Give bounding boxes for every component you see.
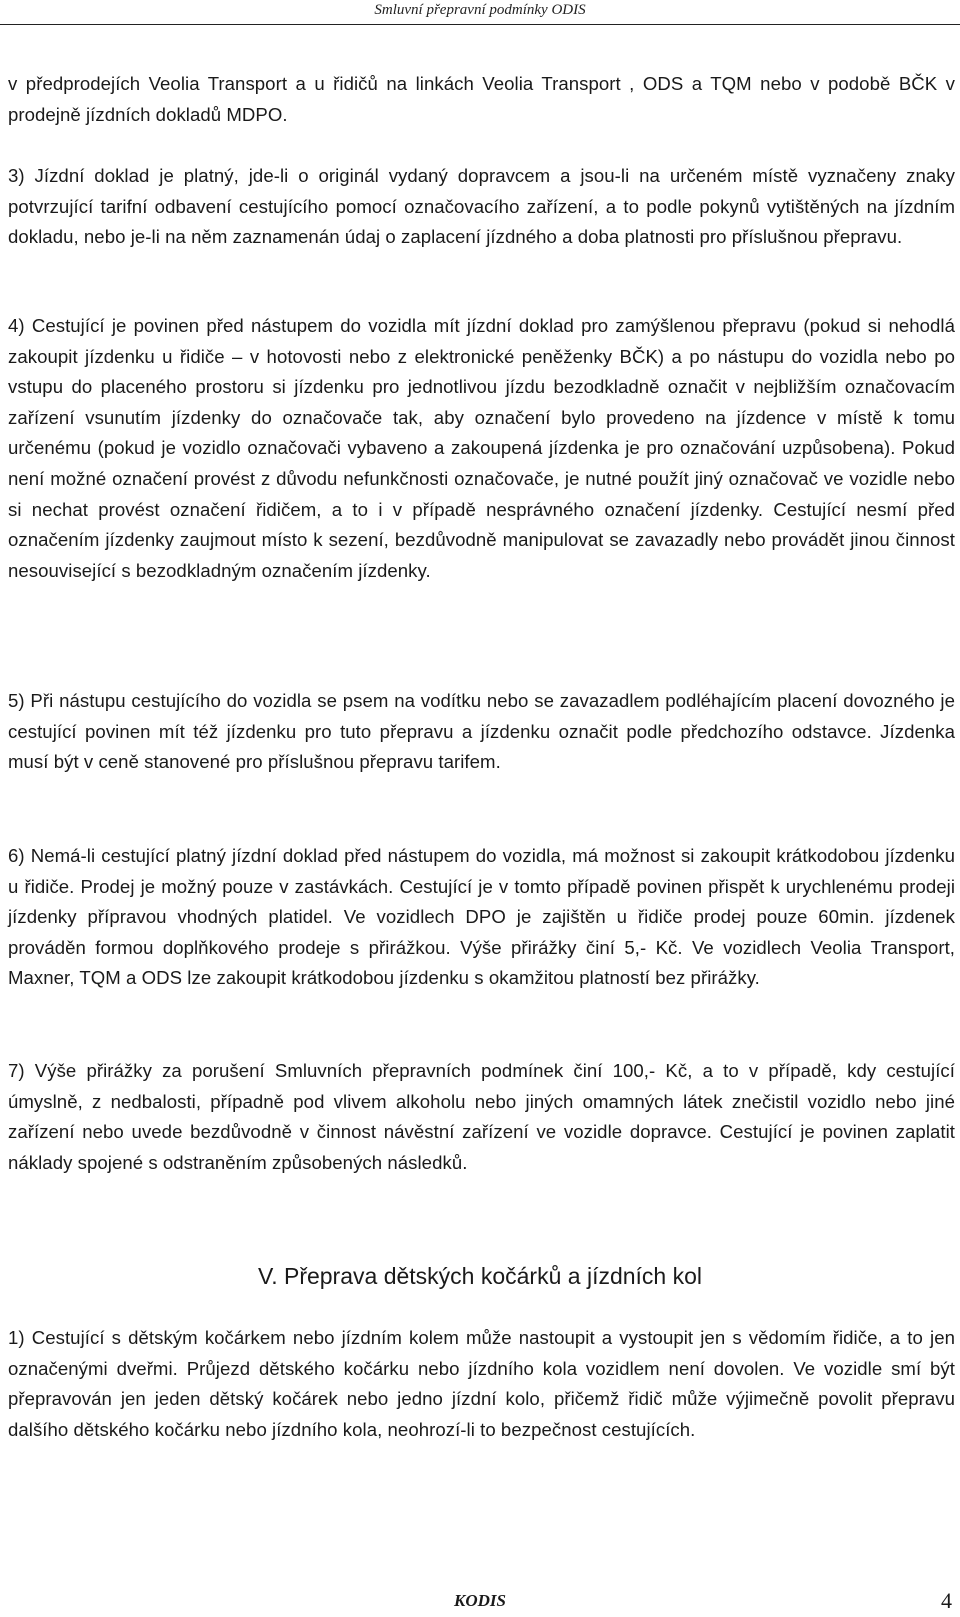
footer-label: KODIS [454, 1591, 506, 1610]
paragraph-4: 4) Cestující je povinen před nástupem do vozidla mít jízdní doklad pro zamýšlenou přepravu (pokud si nehodlá zakoupit jízdenku u řidiče – v hotovosti nebo z elektronické peněženky BČK) a po nástupu do vozidla nebo po vstupu do placeného prostoru si jízdenku pro jednotlivou jízdu bezodkladně označit v nejbližším označovacím zařízení vsunutím jízdenky do označovače tak, aby označení bylo provedeno na jízdence v místě k tomu určenému (pokud je vozidlo označovači vybaveno a zakoupená jízdenka je pro označování uzpůsobena). Pokud není možné označení provést z důvodu nefunkčnosti označovače, je nutné použít jiný označovač ve vozidle nebo si nechat provést označení řidičem, a to i v případě nesprávného označení jízdenky. Cestující nesmí před označením jízdenky zaujmout místo k sezení, bezdůvodně manipulovat se zavazadly nebo provádět jinou činnost nesouvisející s bezodkladným označením jízdenky. [8, 315, 955, 581]
page-number: 4 [941, 1588, 952, 1613]
paragraph-5: 5) Při nástupu cestujícího do vozidla se psem na vodítku nebo se zavazadlem podléhajícím placení dovozného je cestující povinen mít též jízdenku pro tuto přepravu a jízdenku označit podle předchozího odstavce. Jízdenka musí být v ceně stanovené pro příslušnou přepravu tarifem. [8, 690, 955, 773]
paragraph-6: 6) Nemá-li cestující platný jízdní doklad před nástupem do vozidla, má možnost si zakoupit krátkodobou jízdenku u řidiče. Prodej je možný pouze v zastávkách. Cestující je v tomto případě povinen přispět k urychlenému prodeji jízdenky přípravou vhodných platidel. Ve vozidlech DPO je zajištěn u řidiče prodej pouze 60min. jízdenek prováděn formou doplňkového prodeje s přirážkou. Výše přirážky činí 5,- Kč. Ve vozidlech Veolia Transport, Maxner, TQM a ODS lze zakoupit krátkodobou jízdenku s okamžitou platností bez přirážky. [8, 845, 955, 989]
header-rule [0, 24, 960, 25]
section-heading: V. Přeprava dětských kočárků a jízdních kol [257, 1263, 703, 1289]
section-paragraph-1: 1) Cestující s dětským kočárkem nebo jízdním kolem může nastoupit a vystoupit jen s vědomím řidiče, a to jen označenými dveřmi. Průjezd dětského kočárku nebo jízdního kola vozidlem není dovolen. Ve vozidle smí být přepravován jen jeden dětský kočárek nebo jedno jízdní kolo, přičemž řidič může výjimečně povolit přepravu dalšího dětského kočárku nebo jízdního kola, neohrozí-li to bezpečnost cestujících. [8, 1327, 955, 1440]
paragraph-continuation: v předprodejích Veolia Transport a u řidičů na linkách Veolia Transport , ODS a TQM nebo v podobě BČK v prodejně jízdních dokladů MDPO. [8, 73, 955, 125]
running-header: Smluvní přepravní podmínky ODIS [374, 2, 586, 18]
paragraph-7: 7) Výše přirážky za porušení Smluvních přepravních podmínek činí 100,- Kč, a to v případě, kdy cestující úmyslně, z nedbalosti, případně pod vlivem alkoholu nebo jiných omamných látek znečistil vozidlo nebo jiné zařízení nebo uvede bezdůvodně v činnost návěstní zařízení ve vozidle dopravce. Cestující je povinen zaplatit náklady spojené s odstraněním způsobených následků. [8, 1060, 955, 1173]
paragraph-3: 3) Jízdní doklad je platný, jde-li o originál vydaný dopravcem a jsou-li na určeném místě vyznačeny znaky potvrzující tarifní odbavení cestujícího pomocí označovacího zařízení, a to podle pokynů vytištěných na jízdním dokladu, nebo je-li na něm zaznamenán údaj o zaplacení jízdného a doba platnosti pro příslušnou přepravu. [8, 165, 955, 248]
